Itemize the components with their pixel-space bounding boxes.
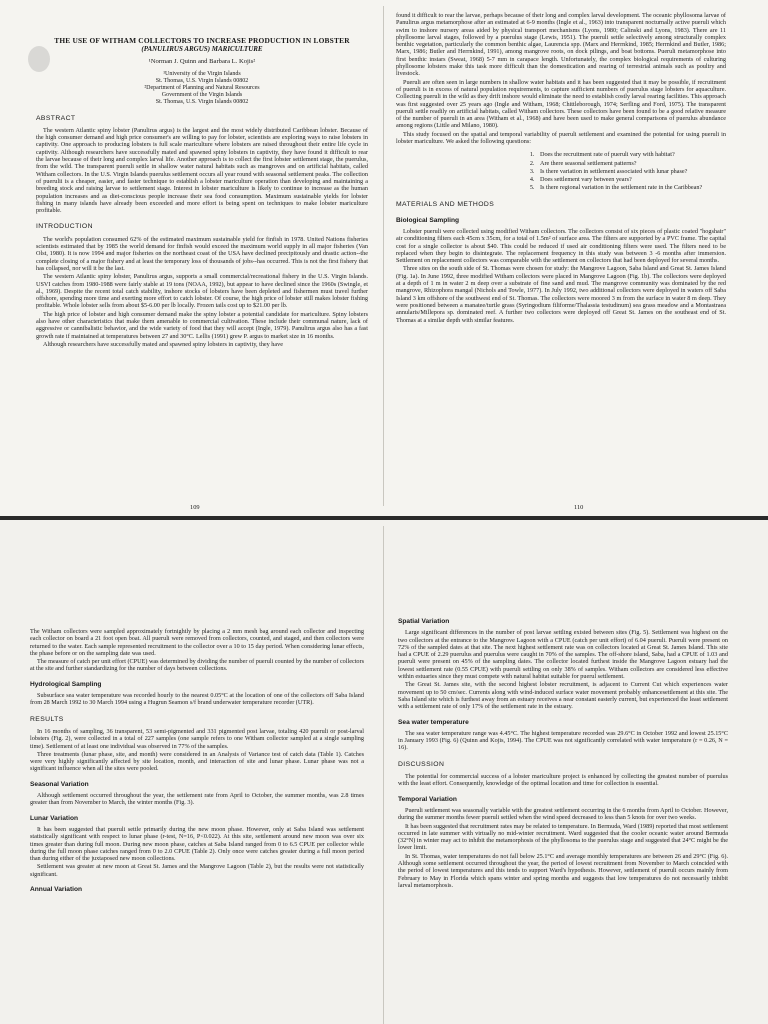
methods-paragraph: Lobster pueruli were collected using modified Witham collectors. The collectors consist of six pieces of plastic coated "hogshair" air conditioning filters each 45cm x 35cm, for a total of 1.5m² of surface area. The filters are supported by a PVC frame. The capital cost for a single collector is about $40. This could be reduced if used air conditioning filters were used. The filters need to be replaced when they begin to disintegrate. The replacement frequency in this study was between 3 -6 months after immersion. Settlement on replacement collectors was comparable with the settlement on collectors that had been deployed for several months. (396, 227, 726, 265)
page-number: 109 (190, 504, 200, 511)
body-paragraph: Large significant differences in the number of post larvae settling existed between sites (Fig. 5). Settlement was highest on the two collectors at the entrance to the Mangrove Lagoon with a CPUE (catch per unit effort) of 6.04 pueruli. Pueruli were present on 72% of the sampled dates at that site. The next highest settlement rate was on collectors located at Great St. James Island. This site had a CPUE of 2.29 puerulus and puerulus were caught in 70% of the samples. The off-shore island, Saba, had a CPUE of 1.03 and pueruli were present on 45% of the sampling dates. The collector located furthest inside the Mangrove Lagoon estuary had the lowest settlement rate (0.55 CPUE) with pueruli settling on only 38% of samples. Witham collectors are considered less effective within estuaries since they must compete with natural habitat suitable for puerul settlement. (398, 629, 728, 681)
body-paragraph: It has been suggested that recruitment rates may be related to temperature. In Bermuda, Ward (1989) reported that most settlement occurred in late summer with virtually no mid-winter recruitment. Ward suggested that the cooler oceanic water around Bermuda (32°N) in winter may act to inhibit the metamorphosis of the phyllosoma to the puerulus stage and suggested that 24°C might be the lower limit. (398, 822, 728, 852)
discussion-heading: DISCUSSION (398, 760, 445, 768)
body-paragraph: The Witham collectors were sampled approximately fortnightly by placing a 2 mm mesh bag around each collector and inspecting each collector on board a 21 foot open boat. All pueruli were removed from collectors, counted, and staged, and then collectors were returned to the water. Each sample represented recruitment to the collector over a 10 to 15 day period. When considering lunar effects, the phase before or on the sampling date was used. (30, 628, 364, 657)
spatial-variation-heading: Spatial Variation (398, 618, 450, 625)
affiliation-line: St. Thomas, U.S. Virgin Islands 00802 (155, 77, 249, 84)
page-gutter (383, 6, 384, 506)
seasonal-variation-heading: Seasonal Variation (30, 780, 89, 788)
lunar-variation-heading: Lunar Variation (30, 814, 78, 822)
body-paragraph: The measure of catch per unit effort (CPUE) was determined by dividing the number of pueruli counted by the number of collectors at the site and further standardizing for the number of days between collections. (30, 658, 364, 673)
intro-paragraph: The world's population consumed 62% of the estimated maximum sustainable yield for finfish in 1978. United Nations fisheries scientists estimated that by 1985 the world demand for finfish would exceed the maximum world supply in all major fisheries (Van Olst, 1980). It is now 1994 and major fisheries on the northeast coast of the USA have declined precipitously and drastic action--the complete closing of a major fishery and at least the temporary loss of thousands of jobs--has occurred. This is not the first fishery that has collapsed, nor will it be the last. (36, 235, 368, 272)
left-column-page-109 (36, 36, 368, 349)
question-item: 1. Does the recruitment rate of pueruli vary with habitat? (536, 151, 726, 159)
body-paragraph: This study focused on the spatial and temporal variability of pueruli settlement and examined the potential for using pueruli in lobster mariculture. We asked the following questions: (396, 130, 726, 146)
affiliation-line: ¹University of the Virgin Islands (163, 70, 241, 77)
body-paragraph: found it difficult to rear the larvae, perhaps because of their long and complex larval development. The oceanic phyllosoma larvae of Panulirus argus metamorphose after an estimated at 6-9 months (Ingle et al., 1963) into transparent nocturnally active pueruli which swim to inshore nursery areas aided by physical transport mechanisms (Lyons, 1980; Calinski and Lyons, 1983). There are 11 phyllosome larval stages, followed by a puerulus stage (Lewis, 1951). The pueruli settle selectively among structurally complex benthic vegetation, particularly the common benthic algae, Laurencia spp. (Marx and Herrnkind, 1985; Herrnkind and Butler, 1986; Marx, 1986; Butler and Herrnkind, 1991), among mangrove roots, on dock pilings, and boat bottoms. Pueruli metamorphose into first benthic instars (Sweat, 1968) 5-7 mm in carapace length. Unfortunately, the complex biological requirements of culturing phyllosome lobsters make this task more difficult than the domestication and rearing of terrestrial animals such as poultry and livestock. (396, 12, 726, 78)
paper-title: THE USE OF WITHAM COLLECTORS TO INCREASE PRODUCTION IN LOBSTER (54, 36, 350, 45)
research-questions-list (396, 151, 726, 192)
right-column-page-112 (398, 610, 728, 890)
results-paragraph: In 16 months of sampling, 36 transparent, 53 semi-pigmented and 331 pigmented post larvae, totaling 420 pueruli or post-larval lobsters (Fig. 2), were collected in a total of 227 samples (one sample refers to one Witham collector sampled at a single sampling time). Settlement of at least one individual was observed in 77% of the samples. (30, 727, 364, 750)
intro-paragraph: Although researchers have successfully mated and spawned spiny lobsters in captivity, they have (43, 340, 283, 348)
hydrological-sampling-heading: Hydrological Sampling (30, 680, 102, 688)
results-paragraph: Three treatments (lunar phase, site, and month) were considered in an Analysis of Variance test of catch data (Table 1). Catches were very highly significantly affected by site location, month, and interaction of site and lunar phase. Lunar phase was not a significant influence when all the sites were pooled. (30, 750, 364, 773)
biological-sampling-heading: Biological Sampling (396, 216, 460, 224)
body-paragraph: Although settlement occurred throughout the year, the settlement rate from April to October, the summer months, was 2.8 times greater than from November to March, the winter months (Fig. 3). (30, 792, 364, 807)
intro-paragraph: The western Atlantic spiny lobster, Panulirus argus, supports a small commercial/recreational fishery in the U.S. Virgin Islands. USVI catches from 1980-1988 were fairly stable at 19 tons (NOAA, 1992), but appear to have declined since the 1960s (Swingle, et al., 1969). Despite the recent total catch stability, inshore stocks of lobsters have been depleted and fishermen must travel further offshore, spending more time and exerting more effort to catch lobster. Of course, the high price of lobster still makes lobster fishing profitable. Whole lobster sells from about $5-6.00 per lb locally. Frozen tails cost up to $21.00 per lb. (36, 273, 368, 310)
body-paragraph: Settlement was greater at new moon at Great St. James and the Mangrove Lagoon (Table 2), but the results were not statistically significant. (30, 863, 364, 878)
paper-subtitle: (PANULIRUS ARGUS) MARICULTURE (141, 45, 263, 53)
introduction-heading: INTRODUCTION (36, 223, 93, 231)
methods-paragraph: Three sites on the south side of St. Thomas were chosen for study: the Mangrove Lagoon, Saba Island and Great St. James Island (Fig. 1a). In June 1992, three modified Witham collectors were placed in Mangrove Lagoon (Fig. 1b). The collectors were deployed at a depth of 1 m in water 2 m deep over a substrate of fine sand and mud. The mangrove community was dominated by the red mangrove, Rhizophora mangal (Nichols and Towle, 1977). In July 1992, two additional collectors were deployed in waters off Saba Island 3 km offshore of the southwest end of St. Thomas. The collectors were moored 3 m from the surface in water 8 m deep. They were positioned between a manatee/turtle grass (Syringodium filiforme/Thalassia testudinum) sea grass meadow and a Montastraea annularis/Millepora sp. dominated reef. A further two collectors were deployed off Great St. James on the southeast end of St. Thomas at a similar depth with similar features. (396, 265, 726, 324)
abstract-text: The western Atlantic spiny lobster (Panulirus argus) is the largest and the most widely distributed Caribbean lobster. Because of the high consumer demand and high price consumer's are willing to pay for lobster, scientists are exploring ways to raise lobsters in captivity. One approach to producing lobsters is full scale mariculture where lobsters are raised throughout their entire life cycle in captivity. Although researchers have successfully mated and spawned spiny lobsters in captivity, they have found it difficult to rear the larvae because of their long and complex larval life. Another approach is to collect the first lobster settlement stage, the puerulus, from the wild. The transparent pueruli settle in shallow water natural habitats such as mangroves and on artificial habitats, called Witham collectors. In the U.S. Virgin Islands puerulus settlement occurs all year round with seasonal settlement peaks. The collection of puerulii is a cheaper, easier, and faster technique to establish a lobster mariculture operation than developing and maintaining a breeding stock and raising larvae to settlement stage. Interest in lobster mariculture is likely to continue to increase as the human population increases and as diet-conscious people increase their sea food consumption. Maximum sustainable yields for lobster fishing in many islands have already been exceeded and more effort is being spent on techniques to make lobster mariculture profitable. (36, 126, 368, 215)
annual-variation-heading: Annual Variation (30, 886, 83, 894)
right-column-page-110 (396, 12, 726, 325)
affiliation-line: ²Department of Planning and Natural Resources (144, 84, 260, 91)
affiliation-line: St. Thomas, U.S. Virgin Islands 00802 (155, 98, 249, 105)
page-gutter (383, 526, 384, 1024)
body-paragraph: The sea water temperature range was 4.45°C. The highest temperature recorded was 29.6°C in October 1992 and lowest 25.15°C in January 1993 (Fig. 6) (Quinn and Kojis, 1994). The CPUE was not significantly correlated with water temperature (r = 0.26, N = 16). (398, 729, 728, 752)
question-item: 4. Does settlement vary between years? (536, 176, 726, 184)
page-number: 110 (574, 504, 584, 511)
question-item: 5. Is there regional variation in the settlement rate in the Caribbean? (536, 184, 726, 192)
affiliations (36, 71, 368, 106)
methods-heading: MATERIALS AND METHODS (396, 201, 495, 209)
results-heading: RESULTS (30, 715, 64, 723)
body-paragraph: The potential for commercial success of a lobster mariculture project is enhanced by collecting the greatest number of puerulus with the least effort. Consequently, knowledge of the optimal location and time for collection is essential. (398, 773, 728, 788)
body-paragraph: It has been suggested that pueruli settle primarily during the new moon phase. However, only at Saba Island was settlement statistically significant with respect to lunar phase (r-test, N=16, P<0.022). At this site, settlement around new moon was over six times greater than during full moon. During new moon phase, catches at Saba Island ranged from 0 to 6.5 CPUE per collector while during the full moon phase catches ranged from 0 to 2.0 CPUE (Table 2). Only once were catches greater during a full moon period than during either of the juxtaposed new moon collections. (30, 825, 364, 863)
page-spread-2 (0, 520, 768, 1024)
left-column-page-111 (30, 628, 364, 897)
intro-paragraph: The high price of lobster and high consumer demand make the spiny lobster a potential candidate for mariculture. Spiny lobsters also have other characteristics that make them amenable to commercial cultivation. These include their communal nature, lack of aggressive or cannibalistic behavior, and the wide variety of food that they will accept (Ingle, 1979). Panulirus argus also has a fast growth rate if maintained at temperatures between 27 and 30°C. Lellis (1991) grew P. argus to market size in 16 months. (36, 310, 368, 340)
body-paragraph: In St. Thomas, water temperatures do not fall below 25.1°C and average monthly temperatures are between 26 and 29°C (Fig. 6). Although some settlement occurred throughout the year, the period of lowest recruitment from November to March coincided with the period of lowest temperatures and this tends to support Ward's hypothesis. However, settlement of pueruli occurs mainly from February to May in Florida which spans winter and spring months and suggests that low temperatures do not necessarily inhibit larval metamorphosis. (398, 852, 728, 889)
body-paragraph: The Great St. James site, with the second highest lobster recruitment, is adjacent to Current Cut which experiences water movement up to 50 cm/sec. Currents along with wind-induced surface water movement probably enhancesettlement at this site. The Saba Island site which is furthest away from an estuary receives a near constant easterly current, but experienced the least settlement with a settlement rate of only 17% of the settlement rate in the estuary. (398, 681, 728, 711)
body-paragraph: Pueruli settlement was seasonally variable with the greatest settlement occurring in the 6 months from April to October. However, during the summer months fewer pueruli settled when the wind speed decreased to less than 5 knots for over two weeks. (398, 806, 728, 822)
question-item: 2. Are there seasonal settlement patterns? (536, 160, 726, 168)
question-item: 3. Is there variation in settlement associated with lunar phase? (536, 168, 726, 176)
temporal-variation-heading: Temporal Variation (398, 795, 457, 803)
sea-water-temperature-heading: Sea water temperature (398, 718, 469, 726)
abstract-heading: ABSTRACT (36, 114, 76, 122)
affiliation-line: Government of the Virgin Islands (161, 91, 243, 98)
body-paragraph: Pueruli are often seen in large numbers in shallow water habitats and it has been suggested that it may be possible, if recruitment of pueruli is in excess of natural population requirements, to capture sufficient numbers of puerulus stage lobsters for aquaculture. Collecting pueruli in the wild as they drift inshore would eliminate the need to establish costly larval rearing facilities. This approach was first suggested over 25 years ago (Ingle and Witham, 1968; Chittleborough, 1974; Serfling and Ford, 1975). The transparent pueruli settle readily on artificial habitats, called Witham collectors. These collectors have been found to be a good relative measure of the number of pueruli in an area (Witham et al., 1968) and have been used to make general comparisons of puerulus abundance among regions (Little and Milano, 1980). (396, 78, 726, 130)
paper-authors: ¹Norman J. Quinn and Barbara L. Kojis² (148, 57, 256, 65)
body-paragraph: Subsurface sea water temperature was recorded hourly to the nearest 0.05°C at the location of one of the collectors off Saba Island from 28 March 1992 to 30 March 1994 using a Hugrun Seamon s/f brand underwater temperature recorder (UTR). (30, 692, 364, 707)
